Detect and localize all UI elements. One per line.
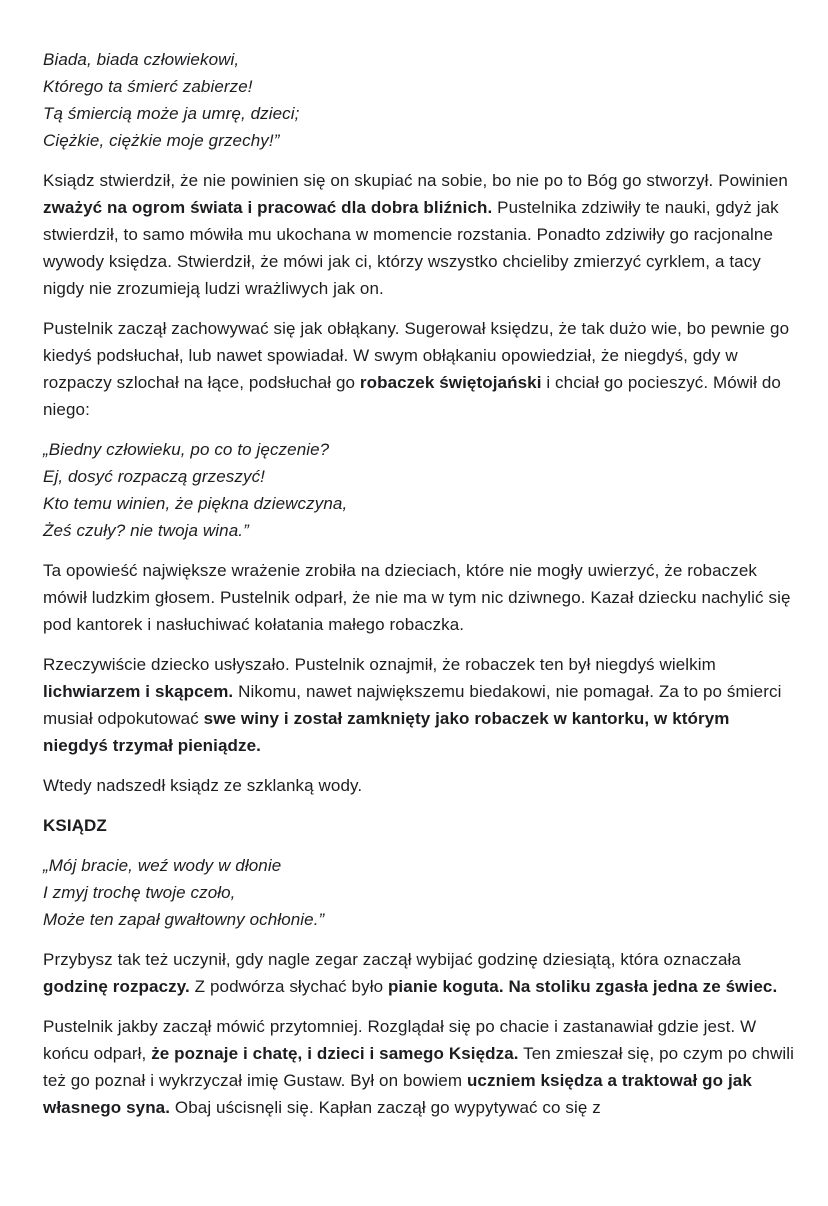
verse-line: Żeś czuły? nie twoja wina.” — [43, 521, 249, 540]
emphasized-text: że poznaje i chatę, i dzieci i samego Księdza. — [151, 1044, 519, 1063]
verse-line: Ciężkie, ciężkie moje grzechy!” — [43, 131, 280, 150]
emphasized-text: swe winy i został zamknięty jako robaczek w kantorku, w którym niegdyś trzymał pieniądze. — [43, 709, 730, 755]
paragraph-oblakanie — [43, 315, 795, 423]
verse-line: „Biedny człowieku, po co to jęczenie? — [43, 440, 330, 459]
body-text: Wtedy nadszedł ksiądz ze szklanką wody. — [43, 776, 363, 795]
body-text: Ten zmieszał się, po czym po chwili też go poznał i wykrzyczał imię Gustaw. Był on bowiem — [43, 1044, 794, 1090]
verse-quote-ksiadz — [43, 852, 795, 933]
paragraph-lichwiarz — [43, 651, 795, 759]
paragraph-ksiadz-nauki — [43, 167, 795, 302]
verse-line: Tą śmiercią może ja umrę, dzieci; — [43, 104, 300, 123]
paragraph-rozpoznanie-gustawa — [43, 1013, 795, 1121]
verse-quote-robaczek — [43, 436, 795, 544]
verse-line: Biada, biada człowiekowi, — [43, 50, 240, 69]
paragraph-dzieci-wrazenie — [43, 557, 795, 638]
body-text: Nikomu, nawet największemu biedakowi, nie pomagał. Za to po śmierci musiał odpokutować — [43, 682, 782, 728]
emphasized-text: KSIĄDZ — [43, 816, 107, 835]
paragraph-godzina-rozpaczy — [43, 946, 795, 1000]
section-heading-ksiadz — [43, 812, 795, 839]
verse-line: Którego ta śmierć zabierze! — [43, 77, 253, 96]
emphasized-text: uczniem księdza a traktował go jak własnego syna. — [43, 1071, 752, 1117]
emphasized-text: lichwiarzem i skąpcem. — [43, 682, 234, 701]
emphasized-text: zważyć na ogrom świata i pracować dla dobra bliźnich. — [43, 198, 493, 217]
body-text: i chciał go pocieszyć. Mówił do niego: — [43, 373, 781, 419]
body-text: Pustelnika zdziwiły te nauki, gdyż jak stwierdził, to samo mówiła mu ukochana w momencie rozstania. Ponadto zdziwiły go racjonalne wywody księdza. Stwierdził, że mówi jak ci, którzy wszystko chcieliby zmierzyć cyrklem, a tacy nigdy nie zrozumieją ludzi wrażliwych jak on. — [43, 198, 779, 298]
body-text: Ksiądz stwierdził, że nie powinien się on skupiać na sobie, bo nie po to Bóg go stworzył. Powinien — [43, 171, 788, 190]
body-text: Pustelnik zaczął zachowywać się jak obłąkany. Sugerował księdzu, że tak dużo wie, bo pewnie go kiedyś podsłuchał, lub nawet spowiadał. W swym obłąkaniu opowiedział, że niegdyś, gdy w rozpaczy szlochał na łące, podsłuchał go — [43, 319, 790, 392]
verse-line: Ej, dosyć rozpaczą grzeszyć! — [43, 467, 265, 486]
emphasized-text: robaczek świętojański — [359, 373, 542, 392]
verse-quote-pustelnik — [43, 46, 795, 154]
verse-line: I zmyj trochę twoje czoło, — [43, 883, 236, 902]
body-text: Przybysz tak też uczynił, gdy nagle zegar zaczął wybijać godzinę dziesiątą, która oznaczała — [43, 950, 741, 969]
body-text: Rzeczywiście dziecko usłyszało. Pustelnik oznajmił, że robaczek ten był niegdyś wielkim — [43, 655, 716, 674]
body-text: Z podwórza słychać było — [189, 977, 388, 996]
emphasized-text: pianie koguta. Na stoliku zgasła jedna ze świec. — [387, 977, 778, 996]
body-text: Obaj uścisnęli się. Kapłan zaczął go wypytywać co się z — [170, 1098, 601, 1117]
body-text: Pustelnik jakby zaczął mówić przytomniej. Rozglądał się po chacie i zastanawiał gdzie jest. W końcu odparł, — [43, 1017, 757, 1063]
paragraph-szklanka-wody — [43, 772, 795, 799]
emphasized-text: godzinę rozpaczy. — [43, 977, 190, 996]
verse-line: „Mój bracie, weź wody w dłonie — [43, 856, 282, 875]
verse-line: Kto temu winien, że piękna dziewczyna, — [43, 494, 348, 513]
body-text: Ta opowieść największe wrażenie zrobiła na dzieciach, które nie mogły uwierzyć, że robaczek mówił ludzkim głosem. Pustelnik odparł, że nie ma w tym nic dziwnego. Kazał dziecku nachylić się pod kantorek i nasłuchiwać kołatania małego robaczka. — [43, 561, 791, 634]
verse-line: Może ten zapał gwałtowny ochłonie.” — [43, 910, 325, 929]
